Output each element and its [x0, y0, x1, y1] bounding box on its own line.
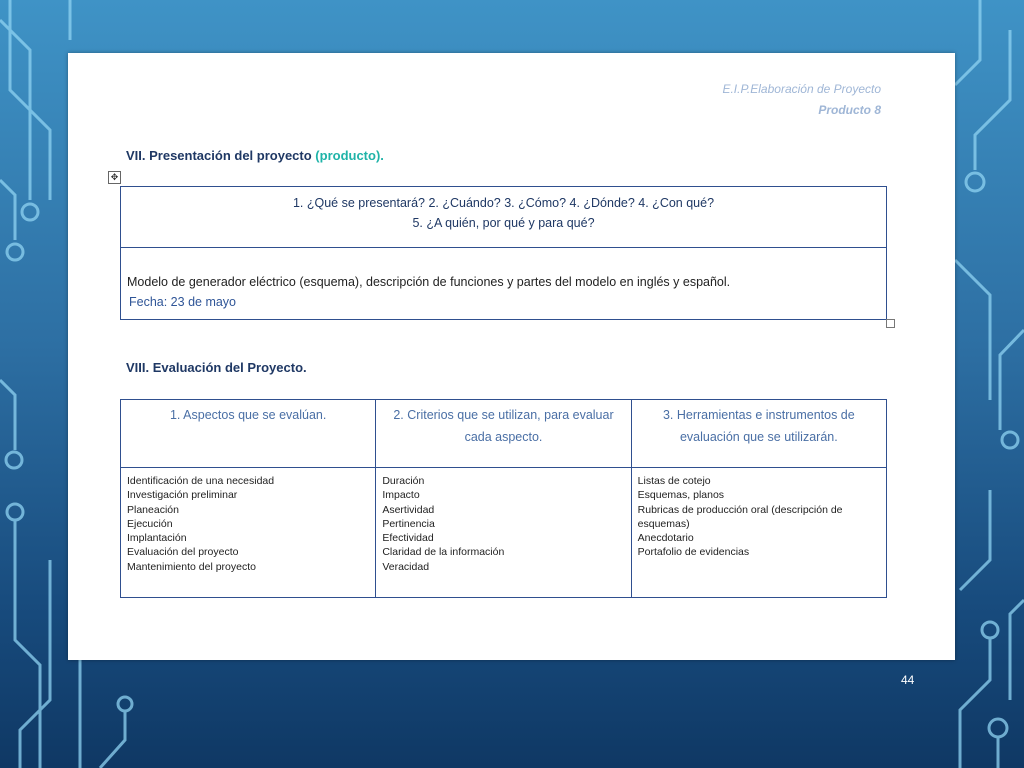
list-item: Ejecución — [127, 517, 173, 530]
column-header-criteria: 2. Criterios que se utilizan, para evaluar cada aspecto. — [376, 400, 631, 468]
answer-text: Modelo de generador eléctrico (esquema), descripción de funciones y partes del modelo en inglés y español. — [127, 275, 731, 289]
answer-cell — [121, 248, 887, 320]
presentation-table — [120, 186, 887, 320]
list-item: Evaluación del proyecto — [127, 546, 239, 559]
list-item: Claridad de la información — [382, 546, 505, 559]
list-item: Identificación de una necesidad — [127, 475, 275, 487]
list-item: Anecdotario — [637, 532, 694, 545]
section-7-title-highlight: (producto). — [315, 148, 384, 163]
section-7-title-text: VII. Presentación del proyecto — [126, 148, 312, 163]
resize-handle-icon[interactable] — [886, 319, 895, 328]
list-item: Mantenimiento del proyecto — [127, 560, 256, 573]
slide-number: 44 — [901, 673, 915, 687]
tools-list — [631, 468, 886, 598]
aspects-list — [121, 468, 376, 598]
list-item: Impacto — [382, 489, 420, 502]
list-item: Pertinencia — [382, 517, 435, 530]
evaluation-table — [120, 399, 887, 598]
criteria-list — [376, 468, 631, 598]
list-item: Listas de cotejo — [637, 475, 711, 487]
questions-line-1: 1. ¿Qué se presentará? 2. ¿Cuándo? 3. ¿Cómo? 4. ¿Dónde? 4. ¿Con qué? — [292, 196, 715, 210]
section-7-title — [126, 148, 384, 163]
move-handle-icon[interactable]: ✥ — [108, 171, 121, 184]
list-item: Efectividad — [382, 532, 434, 545]
header-project-title: E.I.P.Elaboración de Proyecto — [722, 82, 881, 96]
column-header-aspects: 1. Aspectos que se evalúan. — [121, 400, 376, 468]
questions-cell — [121, 187, 887, 248]
list-item: Portafolio de evidencias — [637, 546, 750, 559]
document-page — [68, 53, 955, 660]
list-item: Duración — [382, 475, 425, 487]
questions-line-2: 5. ¿A quién, por qué y para qué? — [412, 216, 595, 230]
column-header-tools: 3. Herramientas e instrumentos de evaluación que se utilizarán. — [631, 400, 886, 468]
list-item: Planeación — [127, 503, 179, 516]
list-item: Rubricas de producción oral (descripción de esquemas) — [637, 503, 843, 530]
list-item: Veracidad — [382, 560, 430, 573]
fecha-text: Fecha: 23 de mayo — [129, 295, 237, 309]
header-product: Producto 8 — [818, 103, 881, 117]
list-item: Investigación preliminar — [127, 489, 238, 502]
list-item: Asertividad — [382, 503, 435, 516]
list-item: Esquemas, planos — [637, 489, 725, 502]
list-item: Implantación — [127, 532, 187, 545]
section-8-title: VIII. Evaluación del Proyecto. — [126, 360, 307, 375]
